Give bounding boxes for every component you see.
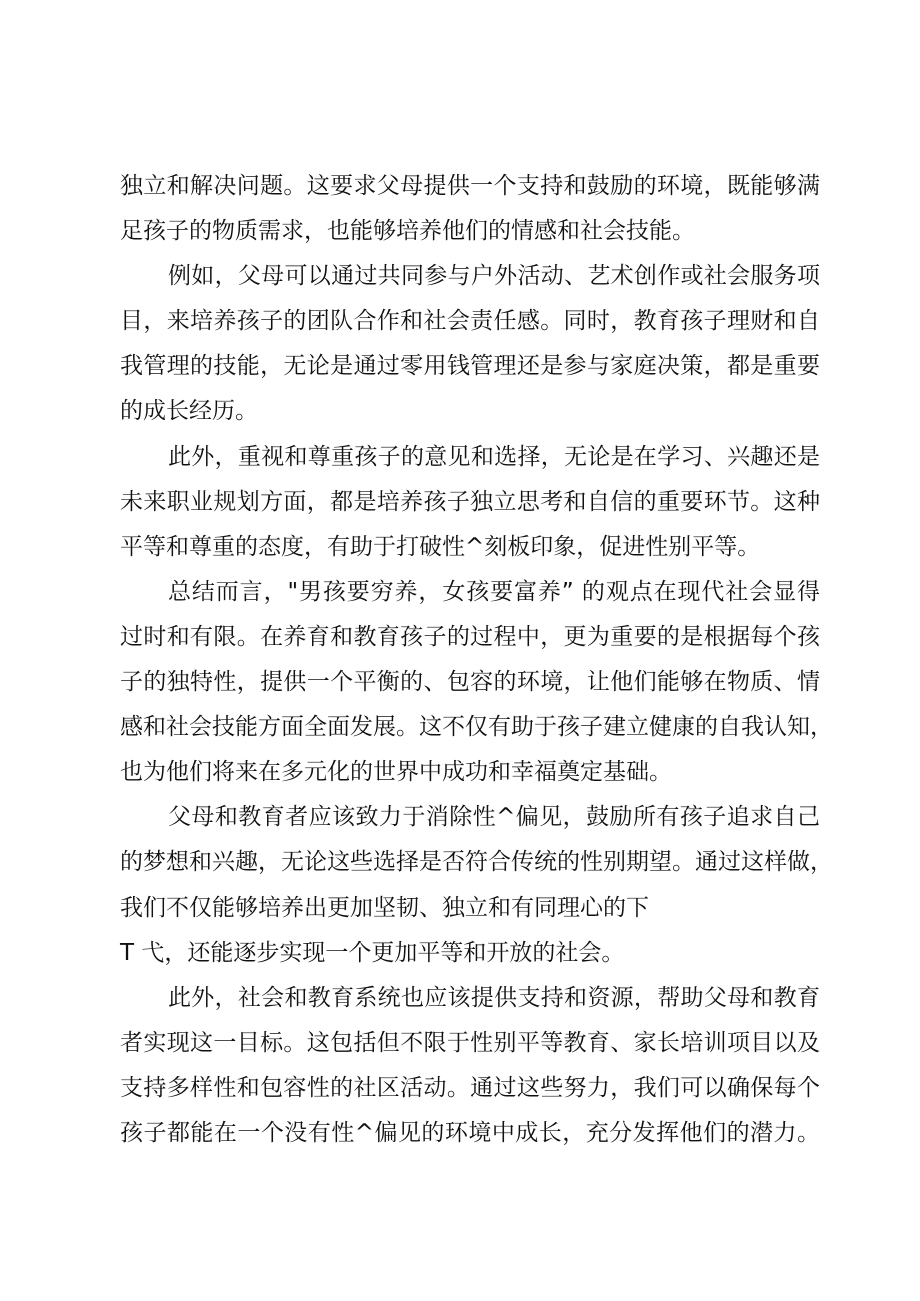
paragraph-first-line: 例如，父母可以通过共同参与户外活动、艺术创作或社会服务项	[168, 263, 820, 290]
paragraph-first-line: 此外，重视和尊重孩子的意见和选择，无论是在学习、兴趣还是	[168, 443, 820, 470]
text-line: 过时和有限。在养育和教育孩子的过程中，更为重要的是根据每个孩	[120, 623, 820, 650]
text-line: 者实现这一目标。这包括但不限于性别平等教育、家长培训项目以及	[120, 1029, 820, 1056]
text-line: 的成长经历。	[120, 398, 258, 425]
body-text	[120, 164, 833, 1156]
paragraph-first-line: 父母和教育者应该致力于消除性^偏见，鼓励所有孩子追求自己	[168, 804, 820, 831]
paragraph-first-line: 此外，社会和教育系统也应该提供支持和资源，帮助父母和教育	[168, 984, 820, 1011]
text-line: 的梦想和兴趣，无论这些选择是否符合传统的性别期望。通过这样做，	[120, 849, 833, 876]
text-line: 感和社会技能方面全面发展。这不仅有助于孩子建立健康的自我认知，	[120, 714, 833, 741]
text-line: 孩子都能在一个没有性^偏见的环境中成长，充分发挥他们的潜力。	[120, 1119, 820, 1146]
text-line: 支持多样性和包容性的社区活动。通过这些努力，我们可以确保每个	[120, 1074, 820, 1101]
text-line: T 弋，还能逐步实现一个更加平等和开放的社会。	[120, 939, 625, 966]
text-line: 独立和解决问题。这要求父母提供一个支持和鼓励的环境，既能够满	[120, 173, 820, 199]
text-line: 我们不仅能够培养出更加坚韧、独立和有同理心的下	[120, 894, 649, 921]
text-line: 足孩子的物质需求，也能够培养他们的情感和社会技能。	[120, 218, 695, 245]
text-line: 子的独特性，提供一个平衡的、包容的环境，让他们能够在物质、情	[120, 669, 820, 696]
paragraph-first-line: 总结而言，"男孩要穷养，女孩要富养” 的观点在现代社会显得	[168, 578, 820, 605]
text-line: 我管理的技能，无论是通过零用钱管理还是参与家庭决策，都是重要	[120, 353, 820, 380]
text-line: 也为他们将来在多元化的世界中成功和幸福奠定基础。	[120, 759, 672, 786]
text-line: 目，来培养孩子的团队合作和社会责任感。同时，教育孩子理财和自	[120, 308, 820, 335]
text-line: 平等和尊重的态度，有助于打破性^刻板印象，促进性别平等。	[120, 533, 761, 560]
text-line: 未来职业规划方面，都是培养孩子独立思考和自信的重要环节。这种	[120, 488, 820, 515]
